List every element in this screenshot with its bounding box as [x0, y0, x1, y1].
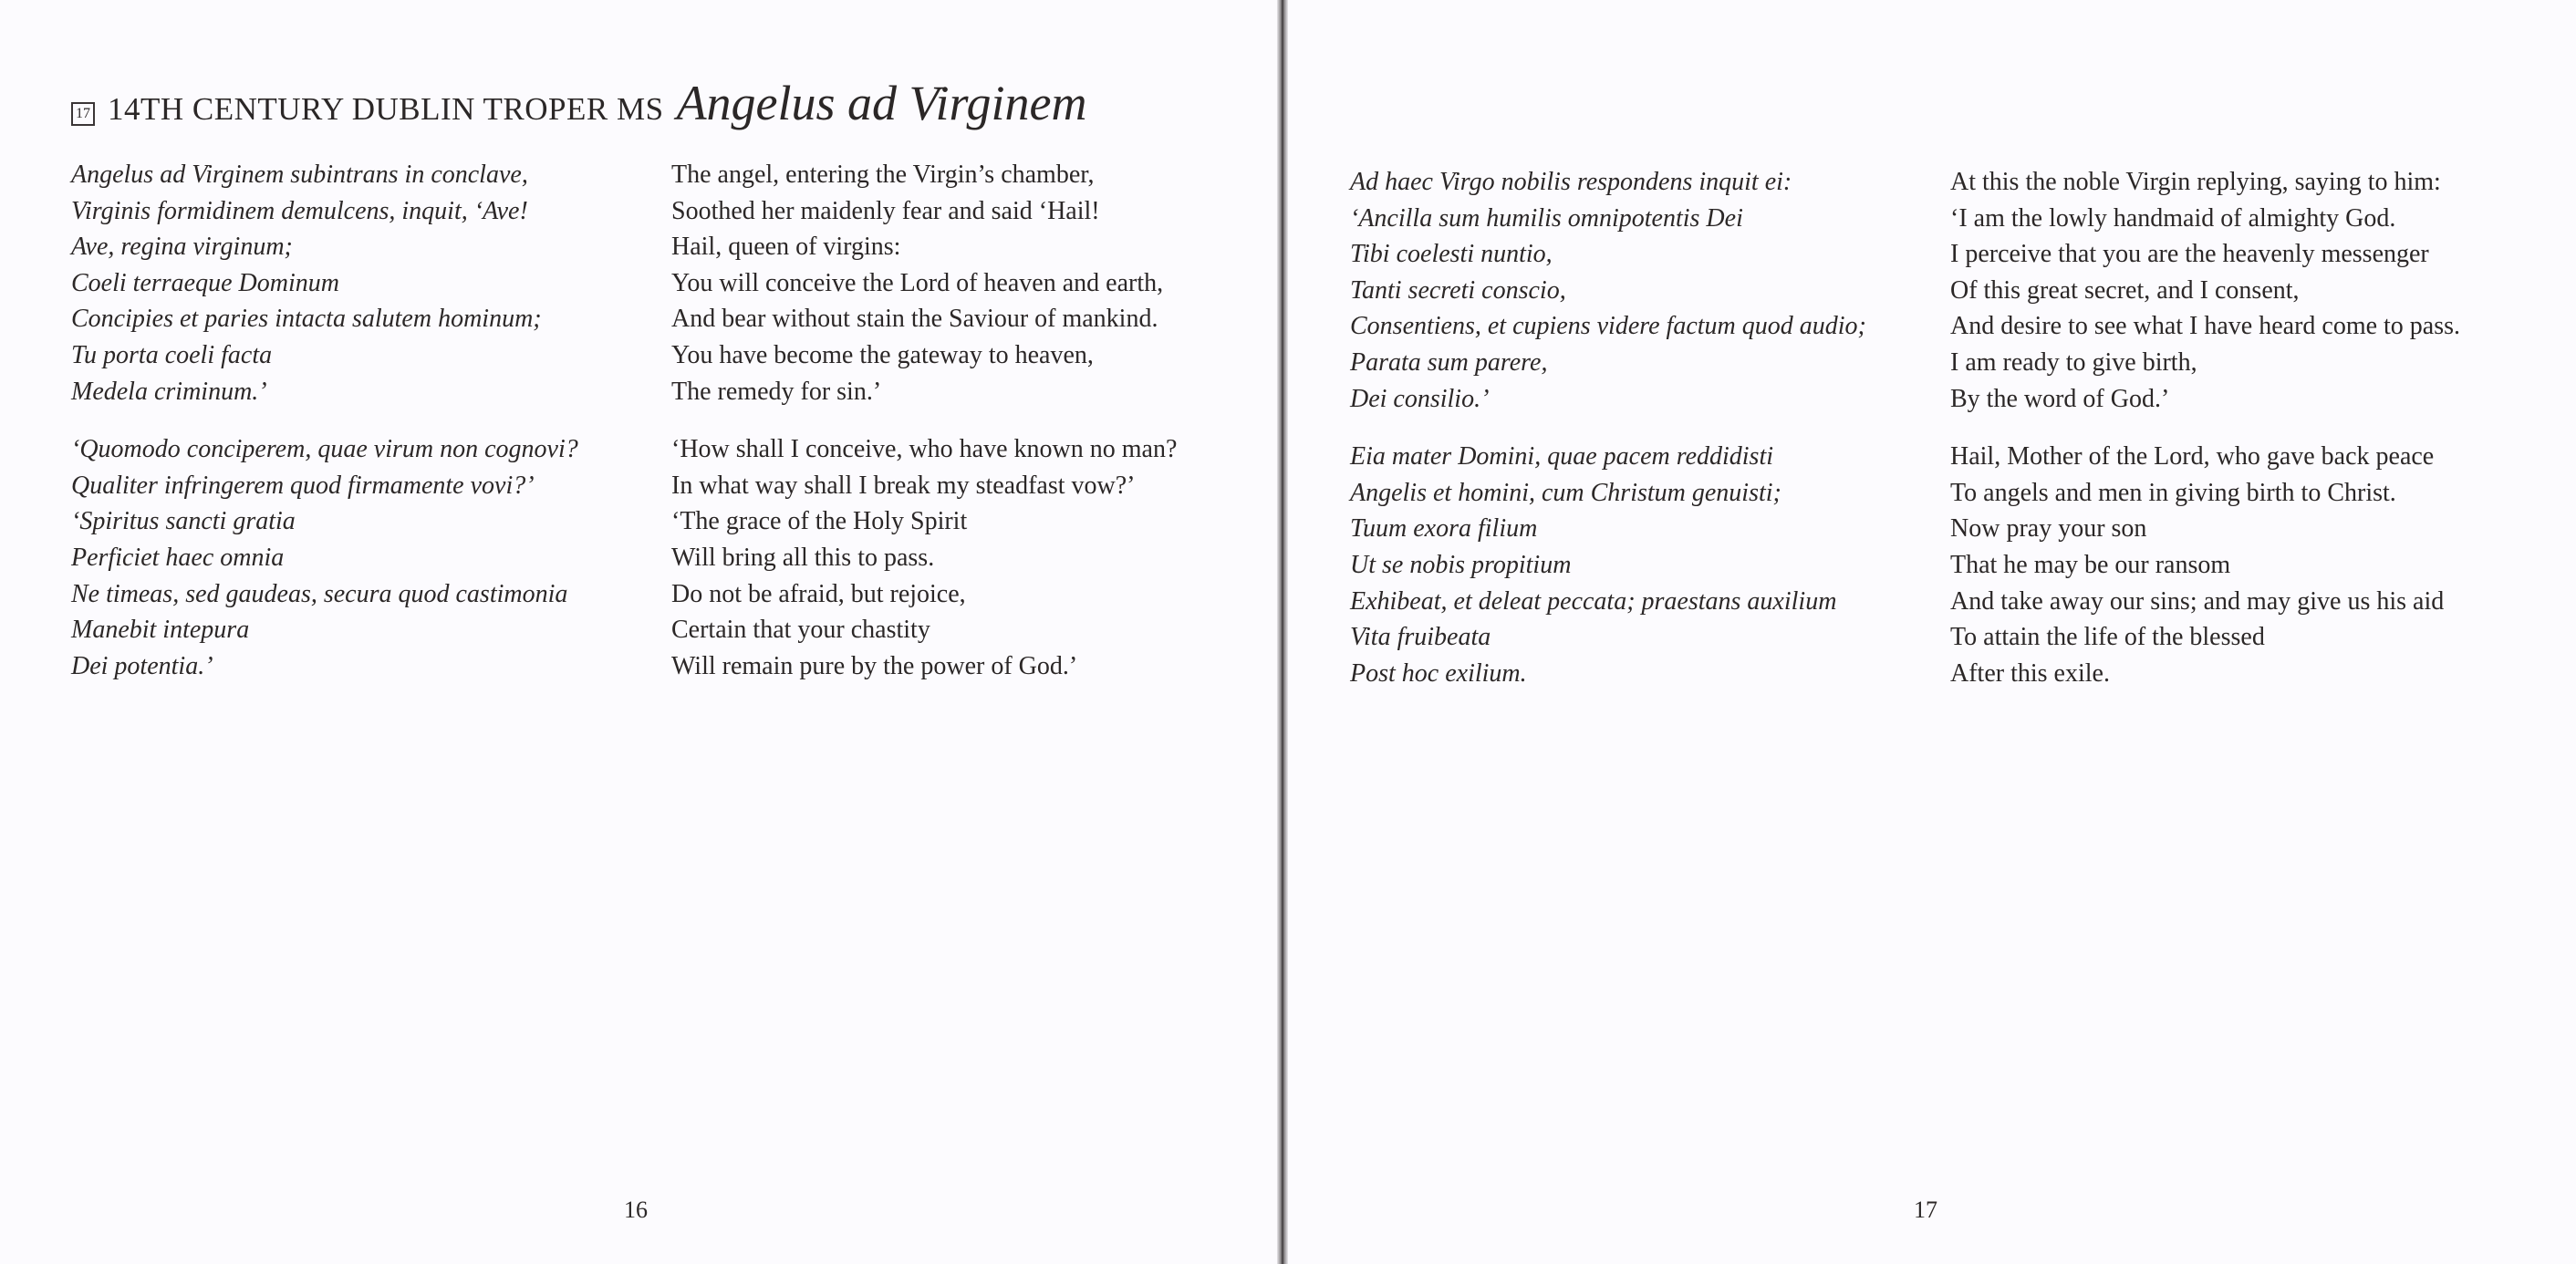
translation-line: ‘How shall I conceive, who have known no man?: [671, 435, 1178, 464]
latin-line: Manebit intepura: [71, 616, 250, 645]
translation-line: Will remain pure by the power of God.’: [671, 651, 1078, 680]
latin-line: ‘Quomodo conciperem, quae virum non cognovi?: [71, 435, 578, 464]
translation-line: Will bring all this to pass.: [671, 543, 935, 572]
translation-line: Of this great secret, and I consent,: [1950, 275, 2300, 305]
right-page: [1288, 0, 2576, 1264]
latin-line: ‘Spiritus sancti gratia: [71, 507, 296, 536]
english-translation-column: [671, 157, 1177, 684]
translation-line: I am ready to give birth,: [1950, 347, 2197, 377]
latin-line: Ave, regina virginum;: [71, 233, 293, 262]
latin-line: Medela criminum.’: [71, 377, 267, 406]
latin-line: Ad haec Virgo nobilis respondens inquit ei:: [1350, 168, 1792, 196]
translation-line: Now pray your son: [1950, 514, 2147, 544]
translation-line: And bear without stain the Saviour of mankind.: [671, 305, 1158, 334]
translation-line: To angels and men in giving birth to Christ.: [1950, 478, 2396, 507]
translation-line: In what way shall I break my steadfast vow?’: [671, 471, 1136, 500]
left-page: [0, 0, 1279, 1264]
latin-line: Consentiens, et cupiens videre factum quod audio;: [1350, 312, 1866, 341]
latin-line: Eia mater Domini, quae pacem reddidisti: [1350, 442, 1774, 471]
translation-line: ‘I am the lowly handmaid of almighty God.: [1950, 203, 2396, 233]
latin-line: Post hoc exilium.: [1350, 658, 1527, 688]
latin-line: Dei potentia.’: [71, 651, 213, 680]
latin-line: Tanti secreti conscio,: [1350, 275, 1566, 305]
translation-line: I perceive that you are the heavenly messenger: [1950, 240, 2429, 269]
english-translation-column: [1950, 164, 2460, 691]
translation-line: That he may be our ransom: [1950, 550, 2231, 579]
latin-line: Angelus ad Virginem subintrans in conclave,: [71, 161, 528, 189]
translation-line: You have become the gateway to heaven,: [671, 340, 1094, 369]
track-heading: [71, 75, 1087, 131]
translation-line: Do not be afraid, but rejoice,: [671, 579, 966, 608]
translation-line: ‘The grace of the Holy Spirit: [671, 507, 968, 536]
latin-line: Qualiter infringerem quod firmamente vovi?’: [71, 471, 535, 500]
manuscript-source: 14TH CENTURY DUBLIN TROPER MS: [108, 91, 664, 127]
translation-line: You will conceive the Lord of heaven and earth,: [671, 268, 1164, 297]
latin-line: Virginis formidinem demulcens, inquit, ‘Ave!: [71, 196, 528, 225]
latin-line: Concipies et paries intacta salutem hominum;: [71, 305, 542, 334]
page-number: 16: [624, 1197, 648, 1223]
translation-line: To attain the life of the blessed: [1950, 623, 2265, 652]
latin-line: Coeli terraeque Dominum: [71, 268, 339, 297]
translation-line: The angel, entering the Virgin’s chamber,: [671, 161, 1095, 189]
latin-line: Tuum exora filium: [1350, 514, 1538, 544]
translation-line: The remedy for sin.’: [671, 377, 882, 406]
latin-line: Tu porta coeli facta: [71, 340, 273, 369]
piece-title: Angelus ad Virginem: [676, 76, 1087, 130]
translation-line: After this exile.: [1950, 658, 2110, 688]
book-spine-fold: [1277, 0, 1288, 1264]
track-number-badge: 17: [71, 102, 95, 126]
translation-line: Soothed her maidenly fear and said ‘Hail!: [671, 196, 1100, 225]
latin-line: Ne timeas, sed gaudeas, secura quod castimonia: [71, 579, 568, 608]
translation-line: By the word of God.’: [1950, 384, 2170, 413]
translation-line: At this the noble Virgin replying, saying to him:: [1950, 168, 2441, 196]
latin-line: Dei consilio.’: [1350, 384, 1490, 413]
latin-text-column: [71, 157, 578, 684]
translation-line: And take away our sins; and may give us his aid: [1950, 586, 2445, 616]
translation-line: Certain that your chastity: [671, 616, 930, 645]
latin-line: Ut se nobis propitium: [1350, 550, 1572, 579]
latin-text-column: [1350, 164, 1866, 691]
page-number: 17: [1914, 1197, 1937, 1223]
latin-line: Vita fruibeata: [1350, 623, 1491, 652]
latin-line: Angelis et homini, cum Christum genuisti;: [1350, 478, 1781, 507]
latin-line: Tibi coelesti nuntio,: [1350, 240, 1553, 269]
latin-line: Exhibeat, et deleat peccata; praestans auxilium: [1350, 586, 1837, 616]
latin-line: ‘Ancilla sum humilis omnipotentis Dei: [1350, 203, 1743, 233]
translation-line: And desire to see what I have heard come to pass.: [1950, 312, 2461, 341]
latin-line: Perficiet haec omnia: [71, 543, 285, 572]
translation-line: Hail, Mother of the Lord, who gave back peace: [1950, 442, 2435, 471]
latin-line: Parata sum parere,: [1350, 347, 1548, 377]
translation-line: Hail, queen of virgins:: [671, 233, 901, 262]
